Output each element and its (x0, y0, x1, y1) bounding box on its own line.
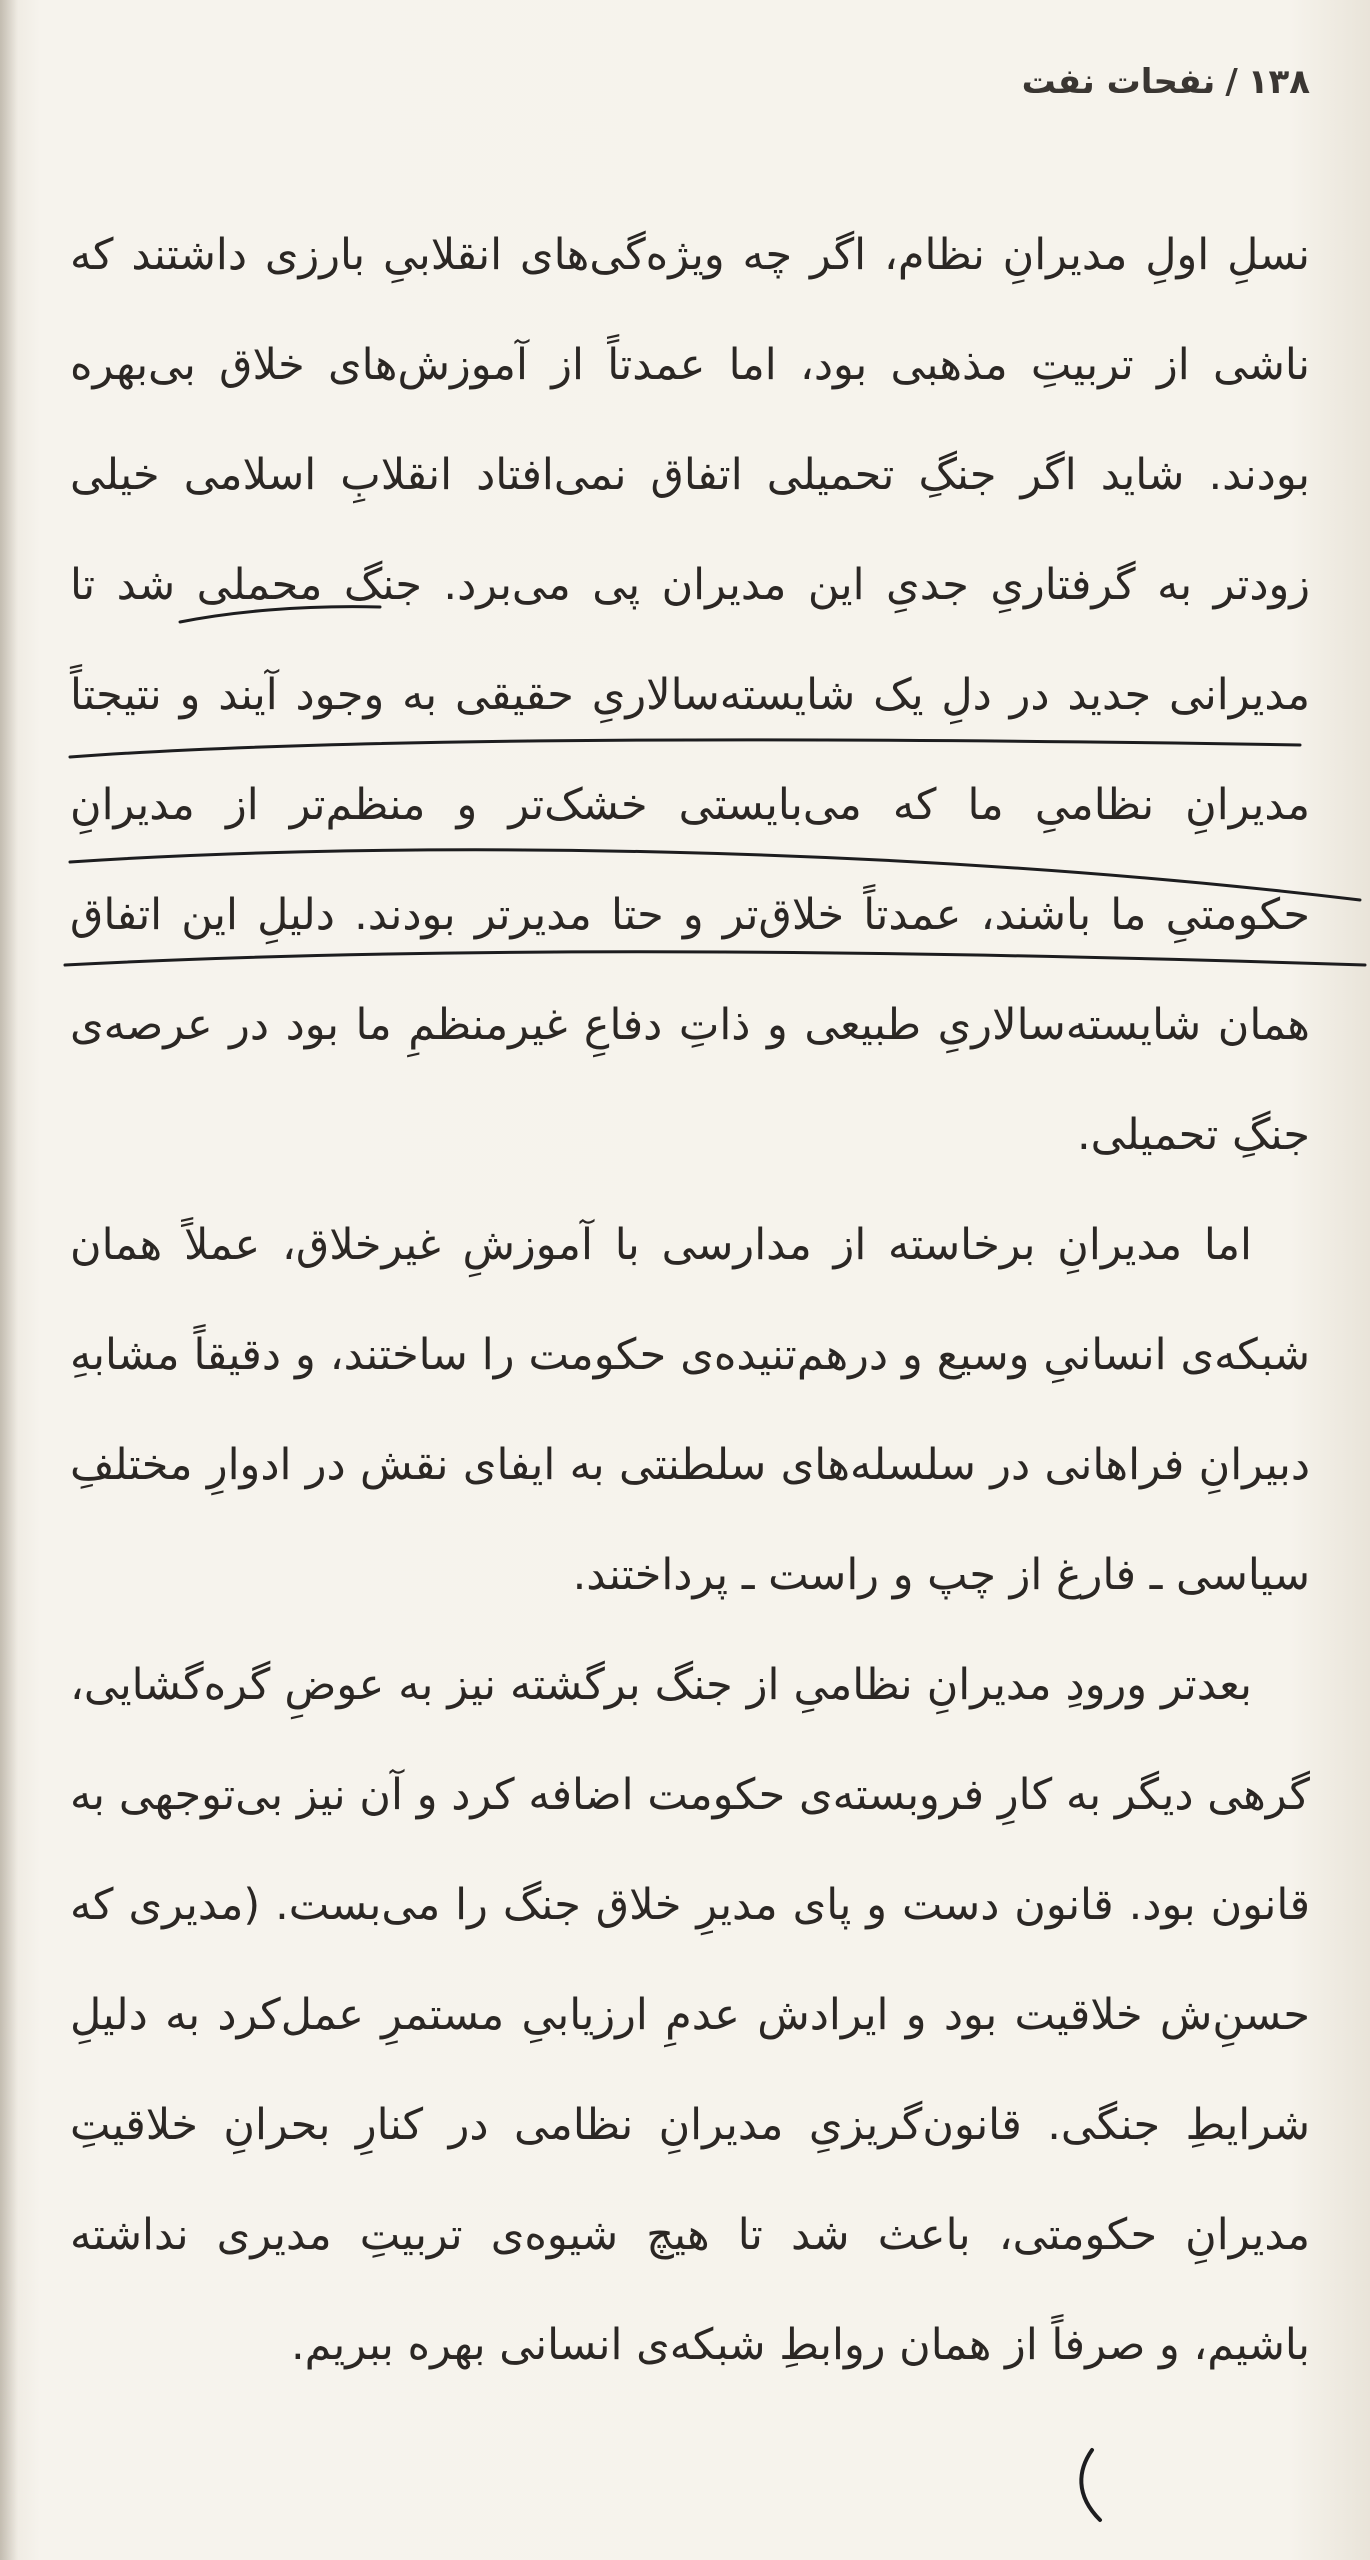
spine-shadow (0, 0, 18, 2560)
book-title: نفحات نفت (1021, 62, 1216, 102)
paragraph-2: اما مدیرانِ برخاسته از مدارسی با آموزشِ غیرخلاق، عملاً همان شبکه‌ی انسانیِ وسیع و درهم‌تنیده‌ی حکومت را ساختند، و دقیقاً مشابهِ دبیرانِ فراهانی در سلسله‌های سلطنتی به ایفای نقش در ادوارِ مختلفِ سیاسی ـ فارغ از چپ و راست ـ پرداختند. (70, 1220, 1310, 1600)
body-text (70, 200, 1310, 2400)
page-number: ۱۳۸ (1247, 62, 1310, 102)
paragraph-3: بعدتر ورودِ مدیرانِ نظامیِ از جنگ برگشته نیز به عوضِ گره‌گشایی، گرهی دیگر به کارِ فروبسته‌ی حکومت اضافه کرد و آن نیز بی‌توجهی به قانون بود. قانون دست و پای مدیرِ خلاق جنگ را می‌بست. (مدیری که حسنِ‌ش خلاقیت بود و ایرادش عدمِ ارزیابیِ مستمرِ عمل‌کرد به دلیلِ شرایطِ جنگی. قانون‌گریزیِ مدیرانِ نظامی در کنارِ بحرانِ خلاقیتِ مدیرانِ حکومتی، باعث شد تا هیچ شیوه‌ی تربیتِ مدیری نداشته باشیم، و صرفاً از همان روابطِ شبکه‌ی انسانی بهره ببریم. (70, 1660, 1310, 2370)
header-separator: / (1225, 62, 1238, 102)
running-header (1022, 62, 1310, 102)
parenthesis-mark (1081, 2450, 1100, 2520)
paragraph-1: نسلِ اولِ مدیرانِ نظام، اگر چه ویژه‌گی‌های انقلابیِ بارزی داشتند که ناشی از تربیتِ مذهبی بود، اما عمدتاً از آموزش‌های خلاق بی‌بهره بودند. شاید اگر جنگِ تحمیلی اتفاق نمی‌افتاد انقلابِ اسلامی خیلی زودتر به گرفتاریِ جدیِ این مدیران پی می‌برد. جنگ محملی شد تا مدیرانی جدید در دلِ یک شایسته‌سالاریِ حقیقی به وجود آیند و نتیجتاً مدیرانِ نظامیِ ما که می‌بایستی خشک‌تر و منظم‌تر از مدیرانِ حکومتیِ ما باشند، عمدتاً خلاق‌تر و حتا مدیرتر بودند. دلیلِ این اتفاق همان شایسته‌سالاریِ طبیعی و ذاتِ دفاعِ غیرمنظمِ ما بود در عرصه‌ی جنگِ تحمیلی. (70, 230, 1310, 1160)
